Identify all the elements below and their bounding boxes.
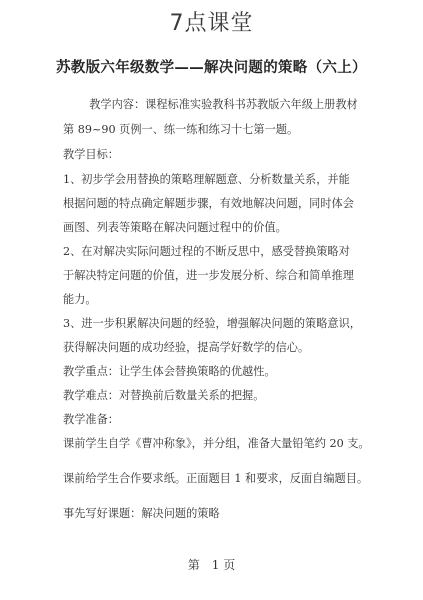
line-teaching-goals-heading: 教学目标： — [63, 148, 119, 161]
line-goal-1-cont-2: 画图、列表等策略在解决问题过程中的价值。 — [63, 221, 287, 234]
line-goal-3-cont: 获得解决问题的成功经验，提高学好数学的信心。 — [63, 341, 310, 354]
line-goal-2-cont-1: 于解决特定问题的价值，进一步发展分析、综合和简单推理 — [63, 269, 354, 282]
line-goal-1: 1、初步学会用替换的策略理解题意、分析数量关系，并能 — [63, 173, 350, 186]
line-preparation-heading: 教学准备： — [63, 413, 119, 426]
line-goal-2-cont-2: 能力。 — [63, 293, 97, 306]
document-title: 苏教版六年级数学——解决问题的策略（六上） — [56, 59, 367, 76]
line-key-point: 教学重点：让学生体会替换策略的优越性。 — [63, 365, 276, 378]
line-preparation-1: 课前学生自学《曹冲称象》，并分组，准备大量铅笔约 20 支。 — [63, 437, 370, 450]
header-title: 7点课堂 — [169, 11, 254, 36]
line-goal-3: 3、进一步积累解决问题的经验，增强解决问题的策略意识， — [63, 317, 361, 330]
line-teaching-content-cont: 第 89~90 页例一、练一练和练习十七第一题。 — [63, 123, 299, 136]
line-difficulty: 教学难点：对替换前后数量关系的把握。 — [63, 389, 265, 402]
line-goal-2: 2、在对解决实际问题过程的不断反思中，感受替换策略对 — [63, 245, 350, 258]
line-goal-1-cont-1: 根据问题的特点确定解题步骤，有效地解决问题，同时体会 — [63, 197, 354, 210]
line-preparation-2: 课前给学生合作要求纸。正面题目 1 和要求，反面自编题目。 — [63, 472, 369, 485]
line-teaching-content: 教学内容：课程标准实验教科书苏教版六年级上册教材 — [78, 98, 358, 111]
line-preparation-3: 事先写好课题：解决问题的策略 — [63, 507, 220, 520]
page-number: 第 1 页 — [187, 558, 236, 572]
